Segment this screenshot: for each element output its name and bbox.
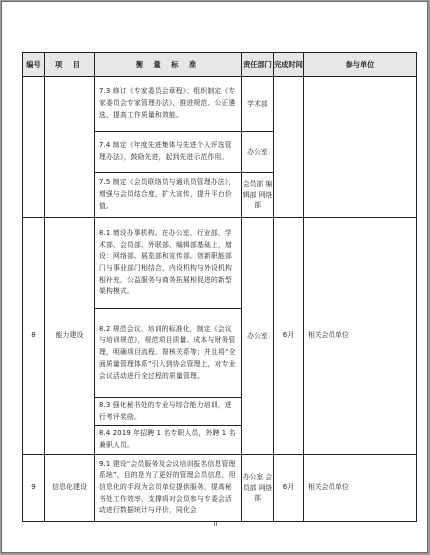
cont-partner-cell [304, 77, 417, 218]
table-row [23, 77, 417, 132]
table-row [23, 454, 417, 521]
row8-partner: 相关会员单位 [304, 218, 417, 455]
cont-no-cell [23, 77, 45, 218]
row8-no: 8 [23, 218, 45, 455]
table-header-row [23, 53, 417, 77]
row8-dept: 办公室 [242, 218, 274, 455]
header-partner: 参与单位 [304, 53, 417, 77]
row9-time: 6月 [274, 454, 304, 521]
header-no: 编号 [23, 53, 45, 77]
header-dept: 责任部门 [242, 53, 274, 77]
standard-7-3: 7.3 修订《专家委员会章程》；组织制定《专家委员会专家管理办法》，推进规范、公正遴选，提高工作质量和效能。 [95, 77, 242, 132]
standard-8-3: 8.3 强化秘书处的专业与综合能力培训，进行考评奖励。 [95, 398, 242, 426]
header-time: 完成时间 [274, 53, 304, 77]
standard-8-2: 8.2 规范会议、培训的标准化，制定《会议与培训规范》，规范项目质量、成本与财务管理，明确项目流程、督核关系等；并且将“全面质量管理体系”引入到协会管理上，对专业会议活动进行全过程的质量管理。 [95, 309, 242, 398]
dept-7-5: 会员部 编辑部 网络部 [242, 173, 274, 218]
page-number: II [213, 520, 218, 528]
row8-time: 6月 [274, 218, 304, 455]
cont-item-cell [45, 77, 95, 218]
header-item: 项 目 [45, 53, 95, 77]
dept-7-4: 办公室 [242, 132, 274, 173]
document-page [1, 1, 428, 553]
standard-8-4: 8.4 2019 年招聘 1 名专职人员，外聘 1 名兼职人员。 [95, 426, 242, 454]
row9-no: 9 [23, 454, 45, 521]
standard-8-1: 8.1 增设办事机构。在办公室、行业部、学术部、会员部、外联部、编辑部基础上，增设：网络部、展览部和宣传部。创新职能部门与事业部门相结合，内设机构与外设机构相补充，公益服务与商务拓展相促进的新型架构模式。 [95, 218, 242, 309]
row9-item: 信息化建设 [45, 454, 95, 521]
header-standard: 衡 量 标 准 [95, 53, 242, 77]
dept-7-3: 学术部 [242, 77, 274, 132]
row9-partner: 相关会员单位 [304, 454, 417, 521]
table-row [23, 218, 417, 309]
row9-dept: 办公室 会员部 网络部 [242, 454, 274, 521]
standard-7-5: 7.5 制定《会员联络员与通讯员管理办法》，增强与会员结合度，扩大宣传，提升平台价值。 [95, 173, 242, 218]
work-plan-table [22, 52, 417, 522]
standard-7-4: 7.4 制定《年度先进集体与先进个人评选管理办法》，鼓励先进，起到先进示范作用。 [95, 132, 242, 173]
standard-9-1: 9.1 建设“会员服务及会议培训报名信息管理系统”，目的是为了更好的管理会员信息，用信息化的手段为会员单位提供服务，提高秘书处工作效率，支撑将对会员参与专委会活动进行数据统计与评价，同化会 [95, 454, 242, 521]
row8-item: 能力建设 [45, 218, 95, 455]
cont-time-cell [274, 77, 304, 218]
